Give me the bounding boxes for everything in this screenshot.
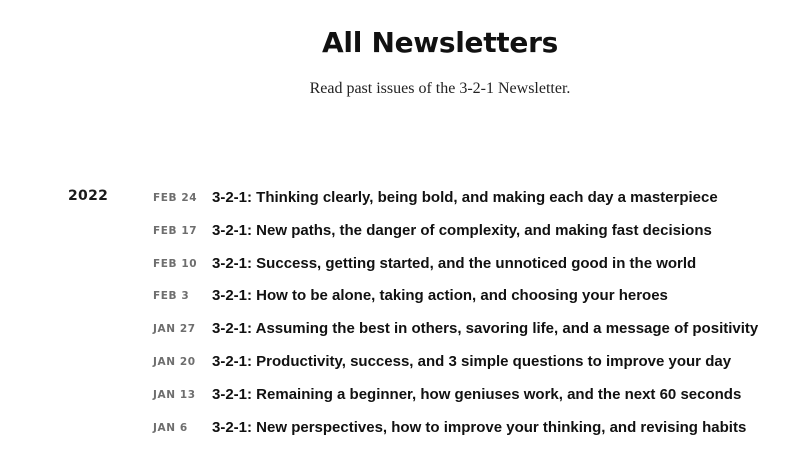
issue-row: [0, 215, 800, 248]
issue-link[interactable]: 3-2-1: New perspectives, how to improve your thinking, and revising habits: [212, 418, 747, 436]
issue-date: JAN 20: [153, 355, 196, 368]
issue-link[interactable]: 3-2-1: How to be alone, taking action, and choosing your heroes: [212, 287, 668, 305]
issue-link[interactable]: 3-2-1: Remaining a beginner, how geniuses work, and the next 60 seconds: [212, 385, 742, 403]
issue-row: [0, 379, 800, 412]
issue-date: JAN 27: [153, 323, 196, 336]
issue-row: [0, 248, 800, 281]
issue-row: [0, 346, 800, 379]
page-subtitle: Read past issues of the 3-2-1 Newsletter.: [309, 80, 571, 97]
issue-date: FEB 10: [153, 257, 198, 270]
issue-row: [0, 313, 800, 346]
issue-row: [0, 412, 800, 445]
issue-link[interactable]: 3-2-1: Assuming the best in others, savoring life, and a message of positivity: [212, 320, 759, 338]
issue-date: FEB 24: [153, 192, 198, 204]
issue-date: FEB 17: [153, 224, 198, 237]
issue-date: JAN 6: [153, 421, 188, 434]
year-label: 2022: [68, 188, 109, 204]
issue-link[interactable]: 3-2-1: Productivity, success, and 3 simple questions to improve your day: [212, 352, 732, 370]
issue-date: FEB 3: [153, 290, 190, 303]
issue-list: [0, 182, 800, 444]
page-title: All Newsletters: [322, 26, 558, 59]
issue-link[interactable]: 3-2-1: Success, getting started, and the unnoticed good in the world: [212, 254, 697, 272]
issue-link[interactable]: 3-2-1: New paths, the danger of complexity, and making fast decisions: [212, 221, 712, 239]
issue-row: [0, 182, 800, 215]
issue-link[interactable]: 3-2-1: Thinking clearly, being bold, and making each day a masterpiece: [212, 189, 718, 206]
issue-date: JAN 13: [153, 388, 196, 401]
issue-row: [0, 280, 800, 313]
